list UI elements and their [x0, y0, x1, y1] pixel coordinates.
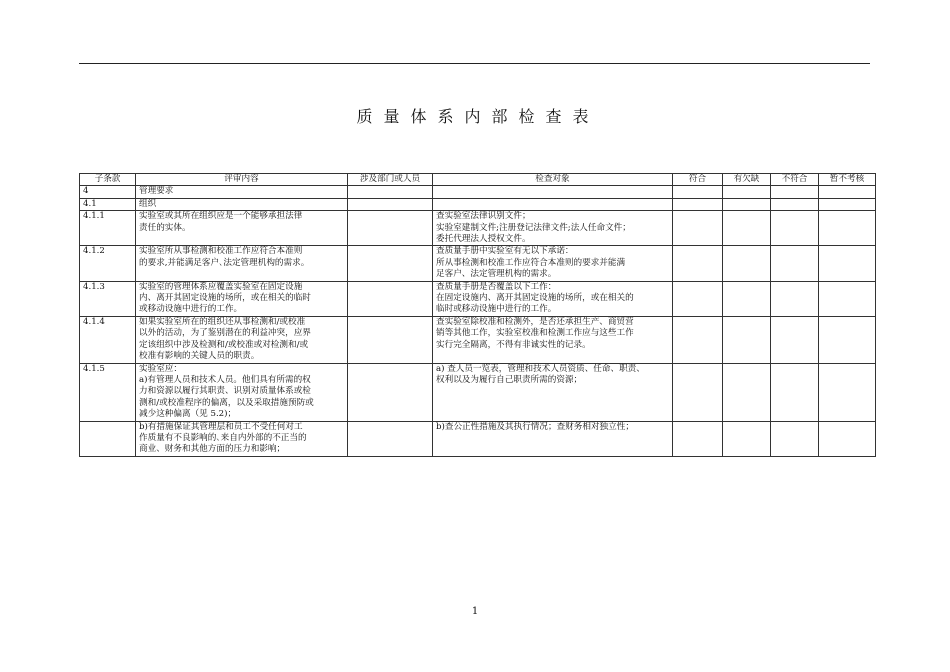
table-header-row	[80, 174, 876, 186]
object-cell: a) 查人员一览表，管理和技术人员资质、任命、职责、 权利以及为履行自己职责所需的资源；	[433, 363, 673, 421]
object-cell	[433, 198, 673, 210]
deficient-cell[interactable]	[723, 421, 771, 456]
dept-cell	[348, 281, 433, 316]
clause-cell: 4.1	[80, 198, 136, 210]
table-row	[80, 246, 876, 281]
table-row	[80, 186, 876, 198]
dept-cell	[348, 363, 433, 421]
nonconform-cell[interactable]	[771, 363, 819, 421]
exempt-cell[interactable]	[819, 198, 876, 210]
nonconform-cell[interactable]	[771, 281, 819, 316]
nonconform-cell[interactable]	[771, 246, 819, 281]
nonconform-cell[interactable]	[771, 186, 819, 198]
clause-cell: 4.1.2	[80, 246, 136, 281]
conform-cell[interactable]	[673, 281, 723, 316]
header-clause: 子条款	[80, 174, 136, 186]
clause-cell	[80, 421, 136, 456]
dept-cell	[348, 211, 433, 246]
nonconform-cell[interactable]	[771, 198, 819, 210]
table-row	[80, 421, 876, 456]
exempt-cell[interactable]	[819, 316, 876, 363]
exempt-cell[interactable]	[819, 246, 876, 281]
object-cell: 查实验室法律识别文件； 实验室建制文件;注册登记法律文件;法人任命文件； 委托代理法人授权文件。	[433, 211, 673, 246]
header-deficient: 有欠缺	[723, 174, 771, 186]
object-cell: 查质量手册中实验室有无以下承诺： 所从事检测和校准工作应符合本准则的要求并能满 足客户、法定管理机构的需求。	[433, 246, 673, 281]
inspection-table	[79, 173, 876, 457]
conform-cell[interactable]	[673, 421, 723, 456]
dept-cell	[348, 198, 433, 210]
clause-cell: 4.1.5	[80, 363, 136, 421]
nonconform-cell[interactable]	[771, 421, 819, 456]
table-row	[80, 198, 876, 210]
object-cell: 查质量手册是否覆盖以下工作： 在固定设施内、离开其固定设施的场所，或在相关的 临时或移动设施中进行的工作。	[433, 281, 673, 316]
clause-cell: 4	[80, 186, 136, 198]
content-cell: 管理要求	[136, 186, 348, 198]
document-title: 质量体系内部检查表	[356, 107, 600, 126]
table-row	[80, 316, 876, 363]
deficient-cell[interactable]	[723, 281, 771, 316]
table-row	[80, 363, 876, 421]
table-row	[80, 281, 876, 316]
content-cell: 组织	[136, 198, 348, 210]
conform-cell[interactable]	[673, 186, 723, 198]
object-cell: b)查公正性措施及其执行情况；查财务相对独立性；	[433, 421, 673, 456]
header-conform: 符合	[673, 174, 723, 186]
content-cell: 实验室所从事检测和校准工作应符合本准则 的要求,并能满足客户､法定管理机构的需求。	[136, 246, 348, 281]
clause-cell: 4.1.1	[80, 211, 136, 246]
clause-cell: 4.1.3	[80, 281, 136, 316]
header-object: 检查对象	[433, 174, 673, 186]
deficient-cell[interactable]	[723, 316, 771, 363]
conform-cell[interactable]	[673, 198, 723, 210]
dept-cell	[348, 186, 433, 198]
deficient-cell[interactable]	[723, 198, 771, 210]
deficient-cell[interactable]	[723, 363, 771, 421]
deficient-cell[interactable]	[723, 211, 771, 246]
content-cell: 如果实验室所在的组织还从事检测和/或校准 以外的活动，为了鉴别潜在的利益冲突，应界 定该组织中涉及检测和/或校准或对检测和/或 校准有影响的关键人员的职责。	[136, 316, 348, 363]
conform-cell[interactable]	[673, 246, 723, 281]
exempt-cell[interactable]	[819, 421, 876, 456]
page-number: 1	[471, 606, 479, 617]
content-cell: 实验室的管理体系应覆盖实验室在固定设施 内、离开其固定设施的场所，或在相关的临时 或移动设施中进行的工作。	[136, 281, 348, 316]
object-cell: 查实验室除校准和检测外，是否还承担生产、商贸营 销等其他工作，实验室校准和检测工作应与这些工作 实行完全隔离，不得有非诚实性的记录。	[433, 316, 673, 363]
table-row	[80, 211, 876, 246]
content-cell: 实验室或其所在组织应是一个能够承担法律 责任的实体。	[136, 211, 348, 246]
nonconform-cell[interactable]	[771, 211, 819, 246]
dept-cell	[348, 316, 433, 363]
dept-cell	[348, 421, 433, 456]
conform-cell[interactable]	[673, 363, 723, 421]
exempt-cell[interactable]	[819, 211, 876, 246]
content-cell: b)有措施保证其管理层和员工不受任何对工 作质量有不良影响的､来自内外部的不正当的 商业、财务和其他方面的压力和影响；	[136, 421, 348, 456]
exempt-cell[interactable]	[819, 363, 876, 421]
exempt-cell[interactable]	[819, 281, 876, 316]
conform-cell[interactable]	[673, 211, 723, 246]
conform-cell[interactable]	[673, 316, 723, 363]
content-cell: 实验室应： a)有管理人员和技术人员。他们具有所需的权 力和资源以履行其职责、识别对质量体系或检 测和/或校准程序的偏离，以及采取措施预防或 减少这种偏离（见 5.2)；	[136, 363, 348, 421]
clause-cell: 4.1.4	[80, 316, 136, 363]
dept-cell	[348, 246, 433, 281]
header-department: 涉及部门或人员	[348, 174, 433, 186]
header-nonconform: 不符合	[771, 174, 819, 186]
header-content: 评审内容	[136, 174, 348, 186]
nonconform-cell[interactable]	[771, 316, 819, 363]
deficient-cell[interactable]	[723, 246, 771, 281]
exempt-cell[interactable]	[819, 186, 876, 198]
object-cell	[433, 186, 673, 198]
header-exempt: 暂不考核	[819, 174, 876, 186]
header-rule	[79, 63, 870, 64]
deficient-cell[interactable]	[723, 186, 771, 198]
